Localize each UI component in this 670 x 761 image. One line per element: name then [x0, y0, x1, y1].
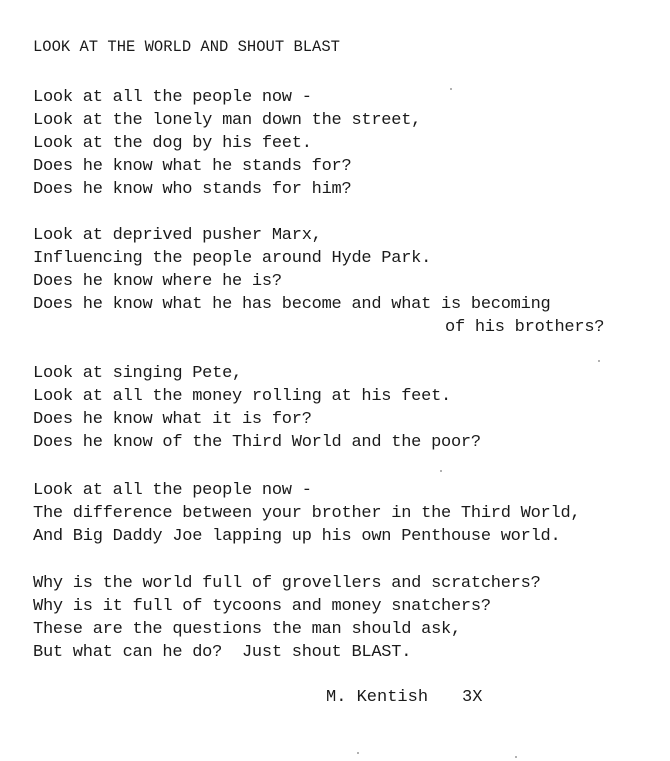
poem-line: Does he know what he stands for? [33, 157, 352, 176]
author-class: 3X [462, 688, 483, 707]
poem-line: Influencing the people around Hyde Park. [33, 249, 432, 268]
scan-speck [440, 470, 442, 472]
poem-line: Does he know what he has become and what is becoming [33, 295, 551, 314]
author-signature [326, 688, 482, 707]
poem-line-continuation: of his brothers? [445, 318, 605, 337]
stanza [33, 224, 604, 339]
author-name: M. Kentish [326, 688, 429, 707]
scan-speck [357, 752, 359, 754]
scan-speck [515, 756, 517, 758]
stanza [33, 479, 580, 548]
scan-speck [598, 360, 600, 362]
scan-speck [450, 88, 452, 90]
poem-line: Look at deprived pusher Marx, [33, 226, 322, 245]
poem-line: Look at all the people now - [33, 481, 312, 500]
poem-line: Look at all the people now - [33, 88, 312, 107]
poem-line: Does he know who stands for him? [33, 180, 352, 199]
poem-line: Look at the dog by his feet. [33, 134, 312, 153]
poem-title: LOOK AT THE WORLD AND SHOUT BLAST [33, 38, 340, 56]
poem-line: Look at singing Pete, [33, 364, 242, 383]
poem-line: And Big Daddy Joe lapping up his own Penthouse world. [33, 527, 561, 546]
poem-line: Does he know what it is for? [33, 410, 312, 429]
stanza [33, 572, 541, 664]
poem-line: But what can he do? Just shout BLAST. [33, 643, 412, 662]
poem-line: Why is it full of tycoons and money snatchers? [33, 597, 491, 616]
poem-line: These are the questions the man should ask, [33, 620, 461, 639]
stanza [33, 362, 481, 454]
poem-line: Look at all the money rolling at his feet. [33, 387, 451, 406]
poem-line: Does he know of the Third World and the poor? [33, 433, 481, 452]
stanza [33, 86, 421, 201]
poem-line: Does he know where he is? [33, 272, 282, 291]
poem-line: The difference between your brother in the Third World, [33, 504, 581, 523]
poem-line: Look at the lonely man down the street, [33, 111, 422, 130]
poem-line: Why is the world full of grovellers and scratchers? [33, 574, 541, 593]
